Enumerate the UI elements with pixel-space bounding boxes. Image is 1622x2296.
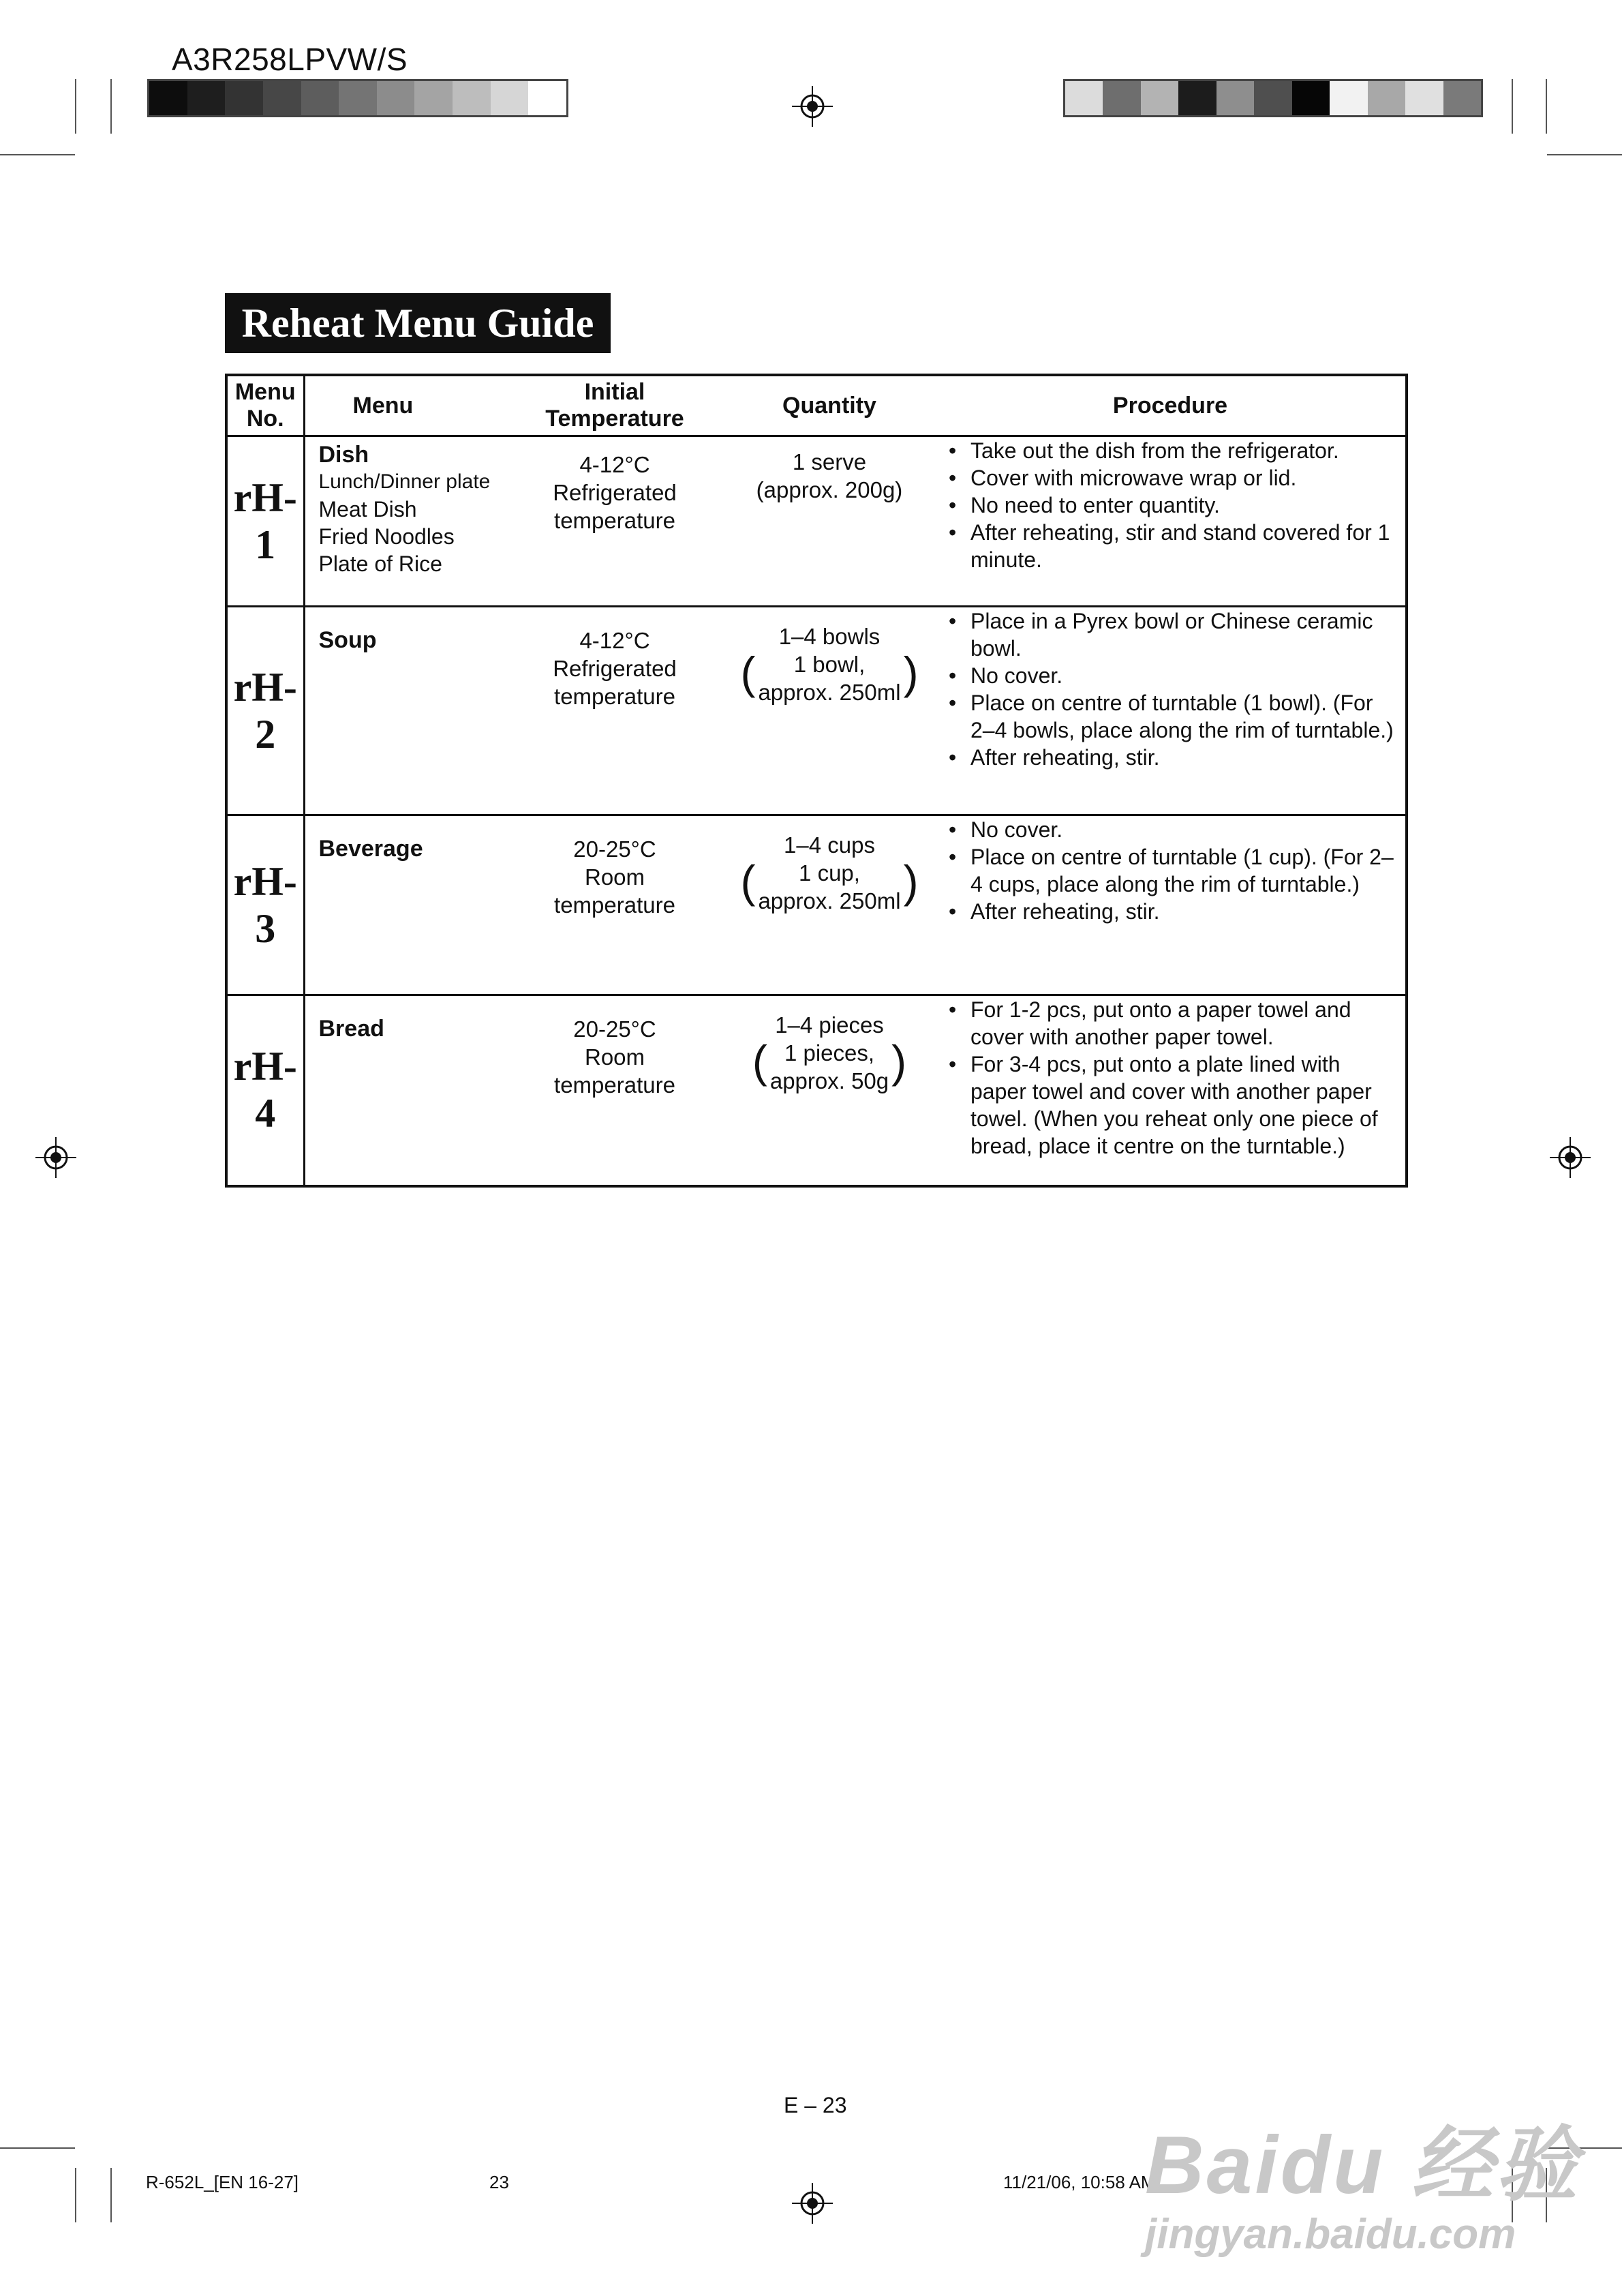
registration-mark-icon [35,1137,76,1178]
menu-item-line: Fried Noodles [318,524,455,549]
registration-mark-icon [792,2183,833,2224]
temperature-line: temperature [554,1072,675,1098]
color-swatch [1405,81,1443,115]
table-row [226,995,1407,1186]
quantity-detail: approx. 250ml [758,888,901,913]
quantity-main: 1–4 pieces [775,1012,884,1038]
menu-title: Beverage [318,836,423,862]
temperature-line: temperature [554,892,675,918]
quantity-main: 1 serve [792,449,867,474]
procedure-cell [935,436,1407,607]
menu-code: rH-1 [226,436,304,607]
temperature-line: temperature [554,508,675,533]
header-procedure: Procedure [935,375,1407,436]
color-swatch [1216,81,1254,115]
color-swatch [263,81,301,115]
menu-item-line: Plate of Rice [318,552,442,576]
crop-mark [1512,79,1513,134]
color-swatch [1443,81,1481,115]
color-swatch [1103,81,1140,115]
color-swatch [339,81,377,115]
procedure-step: • After reheating, stir. [946,898,1397,925]
temperature-line: Refrigerated [553,480,677,505]
procedure-step: • No cover. [946,816,1397,843]
menu-cell [304,995,506,1186]
crop-mark [0,2147,75,2149]
footer-page: 23 [489,2172,509,2192]
color-swatch [1254,81,1291,115]
color-swatch [225,81,263,115]
registration-mark-icon [1550,1137,1591,1178]
procedure-step: • For 1-2 pcs, put onto a paper towel and cover with another paper towel. [946,996,1397,1051]
reheat-menu-table [225,374,1408,1188]
color-swatch [414,81,453,115]
temperature-cell [506,815,724,995]
menu-code: rH-2 [226,607,304,815]
temperature-line: Room [584,1044,645,1070]
header-temperature: Initial Temperature [506,375,724,436]
quantity-cell [724,815,935,995]
quantity-block [756,448,903,504]
color-swatch [1065,81,1103,115]
procedure-cell [935,607,1407,815]
quantity-detail: 1 pieces, [784,1040,875,1066]
procedure-step: • No need to enter quantity. [946,492,1397,519]
color-swatch [301,81,339,115]
quantity-detail: 1 bowl, [793,652,866,677]
table-row [226,436,1407,607]
header-menu-no: Menu No. [226,375,304,436]
quantity-block [752,1011,907,1095]
procedure-list [946,996,1397,1160]
color-swatch [377,81,415,115]
header-quantity: Quantity [724,375,935,436]
crop-mark [110,2168,112,2222]
temperature-line: temperature [554,684,675,709]
procedure-list [946,607,1397,771]
color-swatch [528,81,566,115]
header-menu: Menu [304,375,506,436]
quantity-detail: 1 cup, [799,860,860,886]
color-swatch [1141,81,1178,115]
temperature-line: 20-25°C [573,1016,656,1042]
temperature-cell [506,607,724,815]
model-code: A3R258LPVW/S [172,42,408,77]
menu-item-line: Meat Dish [318,497,417,522]
procedure-cell [935,815,1407,995]
procedure-step: • Cover with microwave wrap or lid. [946,464,1397,492]
procedure-step: • No cover. [946,662,1397,689]
quantity-cell [724,436,935,607]
color-swatch [491,81,529,115]
crop-mark [75,79,76,134]
temperature-line: 4-12°C [579,628,650,653]
color-swatch [149,81,187,115]
temperature-line: 20-25°C [573,836,656,862]
color-bar-left [147,79,568,117]
menu-cell [304,815,506,995]
procedure-step: • For 3-4 pcs, put onto a plate lined with paper towel and cover with another paper towel. (When you reheat only one piece of bread, place it centre on the turntable.) [946,1051,1397,1160]
procedure-cell [935,995,1407,1186]
quantity-block [740,831,919,915]
quantity-detail: approx. 250ml [758,680,901,705]
paren-close: ) [891,1036,907,1087]
quantity-detail: (approx. 200g) [756,477,903,502]
procedure-step: • Take out the dish from the refrigerator. [946,437,1397,464]
menu-title: Dish [318,442,369,468]
menu-item-line: Lunch/Dinner plate [318,470,491,493]
temperature-line: Refrigerated [553,656,677,681]
section-title: Reheat Menu Guide [225,293,611,353]
menu-cell [304,607,506,815]
paren-open: ( [740,648,756,698]
paren-close: ) [903,648,919,698]
paren-close: ) [903,856,919,907]
crop-mark [1546,79,1547,134]
registration-mark-icon [792,86,833,127]
color-swatch [1292,81,1330,115]
procedure-step: • Place in a Pyrex bowl or Chinese ceramic bowl. [946,607,1397,662]
quantity-main: 1–4 bowls [778,624,881,649]
procedure-step: • After reheating, stir. [946,744,1397,771]
procedure-step: • After reheating, stir and stand covered for 1 minute. [946,519,1397,573]
color-swatch [453,81,491,115]
temperature-line: Room [584,864,645,890]
quantity-detail: approx. 50g [769,1068,889,1093]
menu-title: Soup [318,627,377,653]
procedure-step: • Place on centre of turntable (1 cup). (For 2–4 cups, place along the rim of turntable.) [946,843,1397,898]
menu-title: Bread [318,1016,384,1042]
watermark-logo: Baidu 经验 jingyan.baidu.com [1145,2119,1580,2258]
paren-open: ( [752,1036,767,1087]
color-swatch [1330,81,1367,115]
quantity-block [740,622,919,706]
menu-code: rH-3 [226,815,304,995]
crop-mark [0,154,75,155]
quantity-cell [724,995,935,1186]
crop-mark [75,2168,76,2222]
color-swatch [187,81,226,115]
procedure-list [946,816,1397,925]
table-row [226,815,1407,995]
temperature-line: 4-12°C [579,452,650,477]
footer-timestamp: 11/21/06, 10:58 AM [1003,2172,1156,2192]
page-number: E – 23 [784,2093,847,2117]
color-swatch [1368,81,1405,115]
temperature-cell [506,995,724,1186]
color-bar-right [1063,79,1483,117]
color-swatch [1178,81,1216,115]
procedure-step: • Place on centre of turntable (1 bowl). (For 2–4 bowls, place along the rim of turntable.) [946,689,1397,744]
paren-open: ( [740,856,756,907]
quantity-cell [724,607,935,815]
menu-cell [304,436,506,607]
crop-mark [1547,154,1622,155]
table-header-row [226,375,1407,436]
menu-code: rH-4 [226,995,304,1186]
temperature-cell [506,436,724,607]
crop-mark [110,79,112,134]
quantity-main: 1–4 cups [784,832,875,858]
footer-file: R-652L_[EN 16-27] [146,2172,299,2192]
procedure-list [946,437,1397,573]
table-row [226,607,1407,815]
